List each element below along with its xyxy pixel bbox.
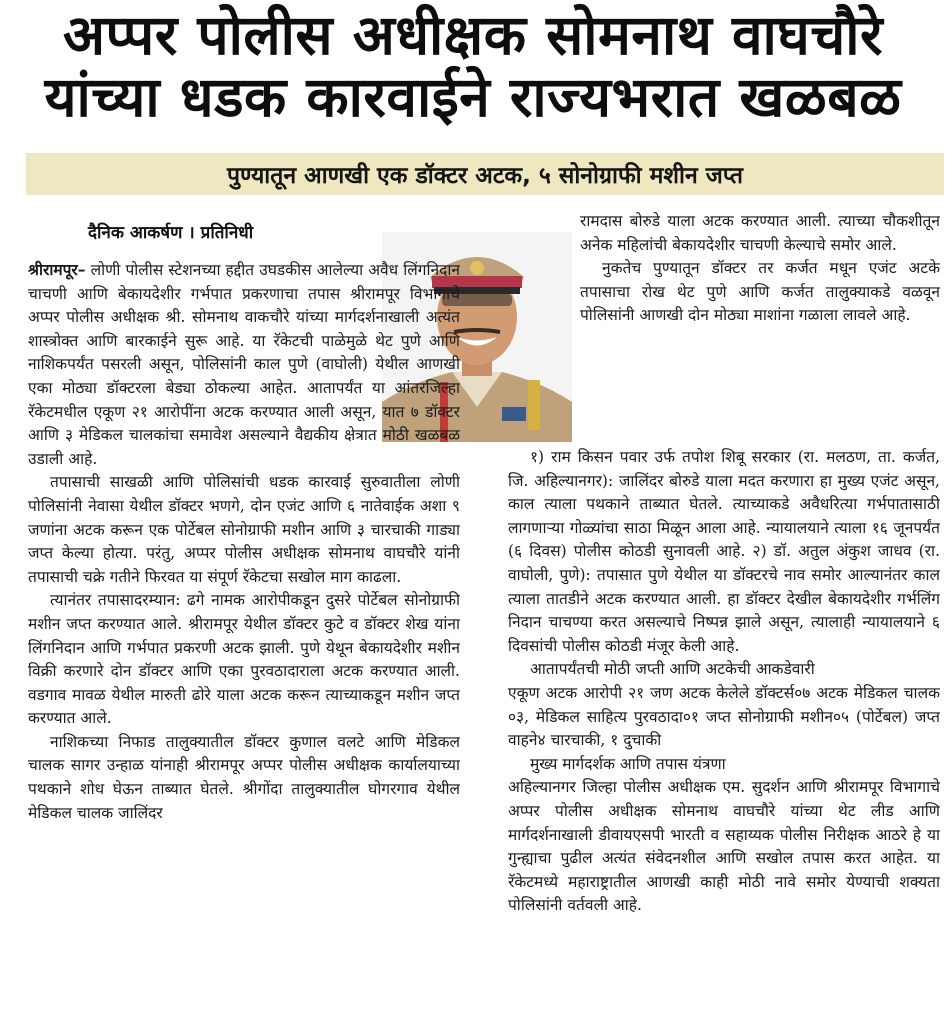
paragraph: १) राम किसन पवार उर्फ तपोश शिबू सरकार (रा. मलठण, ता. कर्जत, जि. अहिल्यानगर): जालिंदर बोरुडे याला मदत करणारा हा मुख्य एजंट असून, काल त्याला पथकाने ताब्यात घेतले. त्याच्याकडे अवैधरित्या गर्भपातासाठी लागणाऱ्या गोळ्यांचा साठा मिळून आला आहे. न्यायालयाने त्याला १६ जूनपर्यंत (६ दिवस) पोलीस कोठडी सुनावली आहे. २) डॉ. अतुल अंकुश जाधव (रा. वाघोली, पुणे): तपासात पुणे येथील या डॉक्टरचे नाव समोर आल्यानंतर काल त्याला तातडीने अटक करण्यात आली. हा डॉक्टर देखील बेकायदेशीर गर्भलिंग निदान चाचण्या करत असल्याचे निष्पन्न झाले असून, त्यालाही न्यायालयाने ६ दिवसांची पोलीस कोठडी मंजूर केली आहे. (508, 448, 940, 655)
paragraph: अहिल्यानगर जिल्हा पोलीस अधीक्षक एम. सुदर्शन आणि श्रीरामपूर विभागाचे अप्पर पोलीस अधीक्षक सोमनाथ वाघचौरे यांच्या थेट लीड आणि मार्गदर्शनाखाली डीवायएसपी भारती व सहाय्यक पोलीस निरीक्षक आठरे हे या गुन्ह्याचा पुढील अत्यंत संवेदनशील आणि सखोल तपास करत आहेत. या रॅकेटमध्ये महाराष्ट्रातील आणखी काही मोठी नावे समोर येण्याची शक्यता पोलिसांनी वर्तवली आहे. (508, 778, 940, 915)
paragraph: नाशिकच्या निफाड तालुक्यातील डॉक्टर कुणाल वलटे आणि मेडिकल चालक सागर उन्हाळ यांनाही श्रीरामपूर अप्पर पोलीस अधीक्षक कार्यालयाच्या पथकाने शोध घेऊन ताब्यात घेतले. श्रीगोंदा तालुक्यातील घोगरगाव येथील मेडिकल चालक जालिंदर (28, 732, 460, 822)
paragraph: रामदास बोरुडे याला अटक करण्यात आली. त्याच्या चौकशीतून अनेक महिलांची बेकायदेशीर चाचणी केल्याचे समोर आले. (580, 212, 940, 254)
stats-figures: एकूण अटक आरोपी २१ जण अटक केलेले डॉक्टर्स०७ अटक मेडिकल चालक ०३, मेडिकल साहित्य पुरवठादा०१ जप्त सोनोग्राफी मशीन०५ (पोर्टेबल) जप्त वाहने४ चारचाकी, १ दुचाकी (508, 683, 940, 750)
right-column-bottom (508, 446, 940, 1024)
left-column (28, 258, 460, 1024)
section-heading: मुख्य मार्गदर्शक आणि तपास यंत्रणा (530, 754, 726, 773)
headline (0, 4, 946, 128)
headline-line-1: अप्पर पोलीस अधीक्षक सोमनाथ वाघचौरे (63, 3, 883, 67)
paragraph: श्रीरामपूर– लोणी पोलीस स्टेशनच्या हद्दीत उघडकीस आलेल्या अवैध लिंगनिदान चाचणी आणि बेकायदेशीर गर्भपात प्रकरणाचा तपास श्रीरामपूर विभागाचे अप्पर पोलीस अधीक्षक श्री. सोमनाथ वाकचौरे यांच्या मार्गदर्शनाखाली अत्यंत शास्त्रोक्त आणि बारकाईने सुरू आहे. या रॅकेटची पाळेमुळे थेट पुणे आणि नाशिकपर्यंत पसरली असून, पोलिसांनी काल पुणे (वाघोली) येथील आणखी एका मोठ्या डॉक्टरला बेड्या ठोकल्या आहेत. आतापर्यंत या आंतरजिल्हा रॅकेटमधील एकूण २१ आरोपींना अटक करण्यात आली असून, यात ७ डॉक्टर आणि ३ मेडिकल चालकांचा समावेश असल्याने वैद्यकीय क्षेत्रात मोठी खळबळ उडाली आहे. (28, 260, 460, 468)
paragraph: नुकतेच पुण्यातून डॉक्टर तर कर्जत मधून एजंट अटके तपासाचा रोख थेट पुणे आणि कर्जत तालुक्याकडे वळवून पोलिसांनी आणखी दोन मोठ्या माशांना गळाला लावले आहे. (580, 259, 940, 325)
subheadline: पुण्यातून आणखी एक डॉक्टर अटक, ५ सोनोग्राफी मशीन जप्त (226, 163, 744, 189)
stats-heading: आतापर्यंतची मोठी जप्ती आणि अटकेची आकडेवारी (530, 660, 815, 679)
paragraph: त्यानंतर तपासादरम्यान: ढगे नामक आरोपीकडून दुसरे पोर्टेबल सोनोग्राफी मशीन जप्त करण्यात आले. श्रीरामपूर येथील डॉक्टर कुटे व डॉक्टर शेख यांना लिंगनिदान आणि गर्भपात प्रकरणी अटक झाली. पुणे येथून बेकायदेशीर मशीन विक्री करणारे दोन डॉक्टर आणि एका पुरवठादाराला अटक करण्यात आली. वडगाव मावळ येथील मारुती ढोरे याला अटक करून त्याच्याकडून मशीन जप्त करण्यात आले. (28, 591, 460, 728)
byline: दैनिक आकर्षण । प्रतिनिधी (88, 223, 254, 243)
headline-line-2: यांच्या धडक कारवाईने राज्यभरात खळबळ (44, 65, 902, 129)
dateline: श्रीरामपूर– (28, 260, 86, 279)
paragraph: तपासाची साखळी आणि पोलिसांची धडक कारवाई सुरुवातीला लोणी पोलिसांनी नेवासा येथील डॉक्टर भणगे, दोन एजंट आणि ६ नातेवाईक अशा ९ जणांना अटक करून एक पोर्टेबल सोनोग्राफी मशीन आणि ३ चारचाकी गाड्या जप्त केल्या होत्या. परंतु, अप्पर पोलीस अधीक्षक सोमनाथ वाघचौरे यांनी तपासाची चक्रे गतीने फिरवत या संपूर्ण रॅकेटचा सखोल माग काढला. (28, 473, 460, 586)
subheadline-band (26, 153, 944, 195)
right-column-top (580, 210, 940, 442)
